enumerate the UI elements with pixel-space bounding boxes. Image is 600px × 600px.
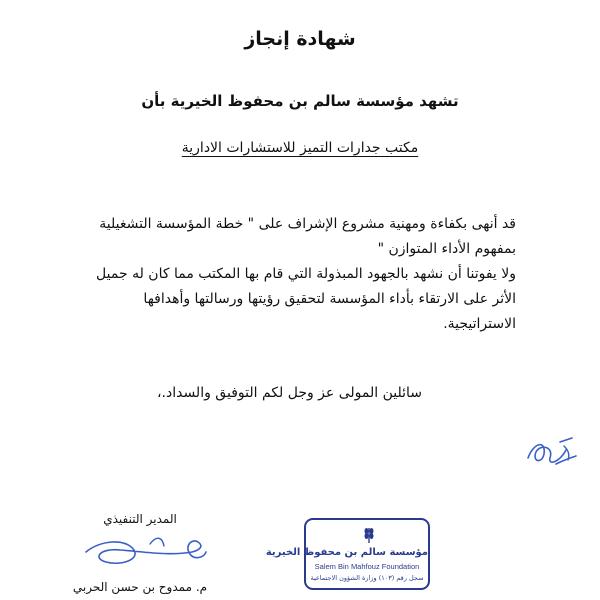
- closing-line: سائلين المولى عز وجل لكم التوفيق والسداد.،: [157, 385, 422, 401]
- certificate-intro: تشهد مؤسسة سالم بن محفوظ الخيرية بأن: [141, 92, 459, 110]
- foundation-seal: [265, 518, 430, 590]
- body-paragraph-2: ولا يفوتنا أن نشهد بالجهود المبذولة التي قام بها المكتب مما كان له جميل الأثر على الارتقاء بأداء المؤسسة لتحقيق رؤيتها ورسالتها وأهدافها الاستراتيجية.: [96, 266, 516, 332]
- office-name: مكتب جدارات التميز للاستشارات الادارية: [181, 140, 419, 156]
- certificate-title: شهادة إنجاز: [244, 28, 356, 50]
- initials-signature-icon: [520, 428, 580, 472]
- seal-registration: سجل رقم (١٠٣) وزارة الشؤون الاجتماعية: [310, 574, 424, 582]
- executive-title: المدير التنفيذي: [103, 512, 177, 526]
- certificate-body: [84, 212, 516, 337]
- body-paragraph-1: قد أنهى بكفاءة ومهنية مشروع الإشراف على " خطة المؤسسة التشغيلية بمفهوم الأداء المتوازن ": [99, 216, 516, 257]
- executive-signature-icon: [80, 522, 210, 574]
- seal-name-arabic: مؤسسة سالم بن محفوظ الخيرية: [265, 547, 428, 558]
- wheat-logo-icon: [362, 526, 376, 544]
- seal-name-english: Salem Bin Mahfouz Foundation: [314, 562, 420, 571]
- executive-name: م. ممدوح بن حسن الحربي: [72, 580, 208, 594]
